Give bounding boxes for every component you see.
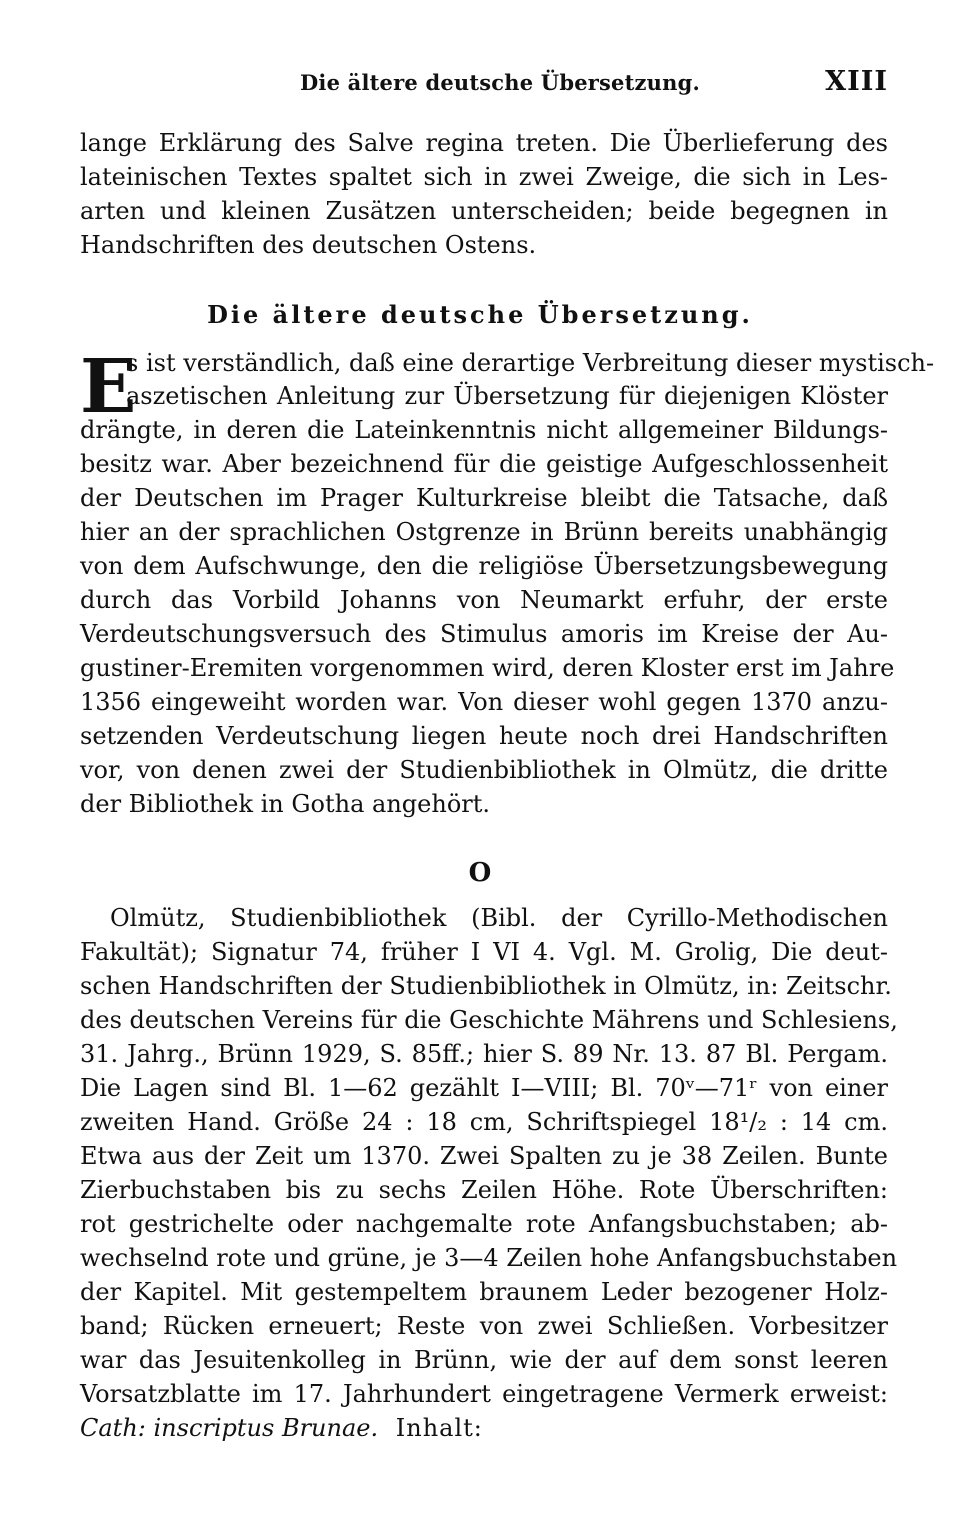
body-line: der Bibliothek in Gotha angehört. (80, 790, 491, 818)
body-line: drängte, in deren die Lateinkenntnis nicht allgemeiner Bildungs- (80, 416, 888, 444)
manuscript-line: war das Jesuitenkolleg in Brünn, wie der auf dem sonst leeren (80, 1346, 888, 1374)
inscription-quote: Cath: inscriptus Brunae. (80, 1414, 379, 1442)
body-line: von dem Aufschwunge, den die religiöse Übersetzungsbewegung (80, 552, 888, 580)
manuscript-line: band; Rücken erneuert; Reste von zwei Schließen. Vorbesitzer (80, 1312, 888, 1340)
body-line: Verdeutschungsversuch des Stimulus amoris im Kreise der Au- (80, 620, 888, 648)
page-number: XIII (825, 66, 888, 97)
manuscript-line: rot gestrichelte oder nachgemalte rote Anfangsbuchstaben; ab- (80, 1210, 888, 1238)
intro-line: arten und kleinen Zusätzen unterscheiden; beide begegnen in (80, 197, 888, 225)
body-line: 1356 eingeweiht worden war. Von dieser wohl gegen 1370 anzu- (80, 688, 888, 716)
body-line: durch das Vorbild Johanns von Neumarkt erfuhr, der erste (80, 586, 888, 614)
body-line: gustiner-Eremiten vorgenommen wird, deren Kloster erst im Jahre (80, 654, 895, 682)
manuscript-line: Etwa aus der Zeit um 1370. Zwei Spalten zu je 38 Zeilen. Bunte (80, 1142, 888, 1170)
body-line: setzenden Verdeutschung liegen heute noch drei Handschriften (80, 722, 888, 750)
body-line: aszetischen Anleitung zur Übersetzung für diejenigen Klöster (126, 382, 888, 410)
manuscript-line: des deutschen Vereins für die Geschichte Mährens und Schlesiens, (80, 1006, 898, 1034)
contents-label: Inhalt: (395, 1414, 483, 1442)
body-line: vor, von denen zwei der Studienbibliothek in Olmütz, die dritte (80, 756, 888, 784)
intro-line: lange Erklärung des Salve regina treten. Die Überlieferung des (80, 129, 888, 157)
manuscript-line: schen Handschriften der Studienbibliothek in Olmütz, in: Zeitschr. (80, 972, 892, 1000)
body-line: besitz war. Aber bezeichnend für die geistige Aufgeschlossenheit (80, 450, 888, 478)
body-line: s ist verständlich, daß eine derartige Verbreitung dieser mystisch- (126, 349, 935, 377)
drop-cap: E (80, 344, 137, 430)
manuscript-line: Vorsatzblatte im 17. Jahrhundert eingetragene Vermerk erweist: (80, 1380, 888, 1408)
manuscript-line: 31. Jahrg., Brünn 1929, S. 85ff.; hier S. 89 Nr. 13. 87 Bl. Pergam. (80, 1040, 888, 1068)
manuscript-line: Olmütz, Studienbibliothek (Bibl. der Cyrillo-Methodischen (110, 904, 888, 932)
intro-line: lateinischen Textes spaltet sich in zwei Zweige, die sich in Les- (80, 163, 888, 191)
body-line: hier an der sprachlichen Ostgrenze in Brünn bereits unabhängig (80, 518, 888, 546)
body-line: der Deutschen im Prager Kulturkreise bleibt die Tatsache, daß (80, 484, 888, 512)
manuscript-line: Die Lagen sind Bl. 1—62 gezählt I—VIII; Bl. 70ᵛ—71ʳ von einer (80, 1074, 888, 1102)
running-head (0, 66, 960, 106)
manuscript-line: zweiten Hand. Größe 24 : 18 cm, Schriftspiegel 18¹/₂ : 14 cm. (80, 1108, 888, 1136)
manuscript-last-line (80, 1413, 888, 1443)
running-head-title: Die ältere deutsche Übersetzung. (300, 70, 700, 95)
manuscript-line: Zierbuchstaben bis zu sechs Zeilen Höhe. Rote Überschriften: (80, 1176, 888, 1204)
manuscript-line: der Kapitel. Mit gestempeltem braunem Leder bezogener Holz- (80, 1278, 888, 1306)
manuscript-line: Fakultät); Signatur 74, früher I VI 4. Vgl. M. Grolig, Die deut- (80, 938, 888, 966)
intro-line: Handschriften des deutschen Ostens. (80, 231, 537, 259)
section-heading: Die ältere deutsche Übersetzung. (207, 300, 753, 329)
manuscript-line: wechselnd rote und grüne, je 3—4 Zeilen hohe Anfangsbuchstaben (80, 1244, 898, 1272)
manuscript-siglum: O (468, 858, 492, 888)
